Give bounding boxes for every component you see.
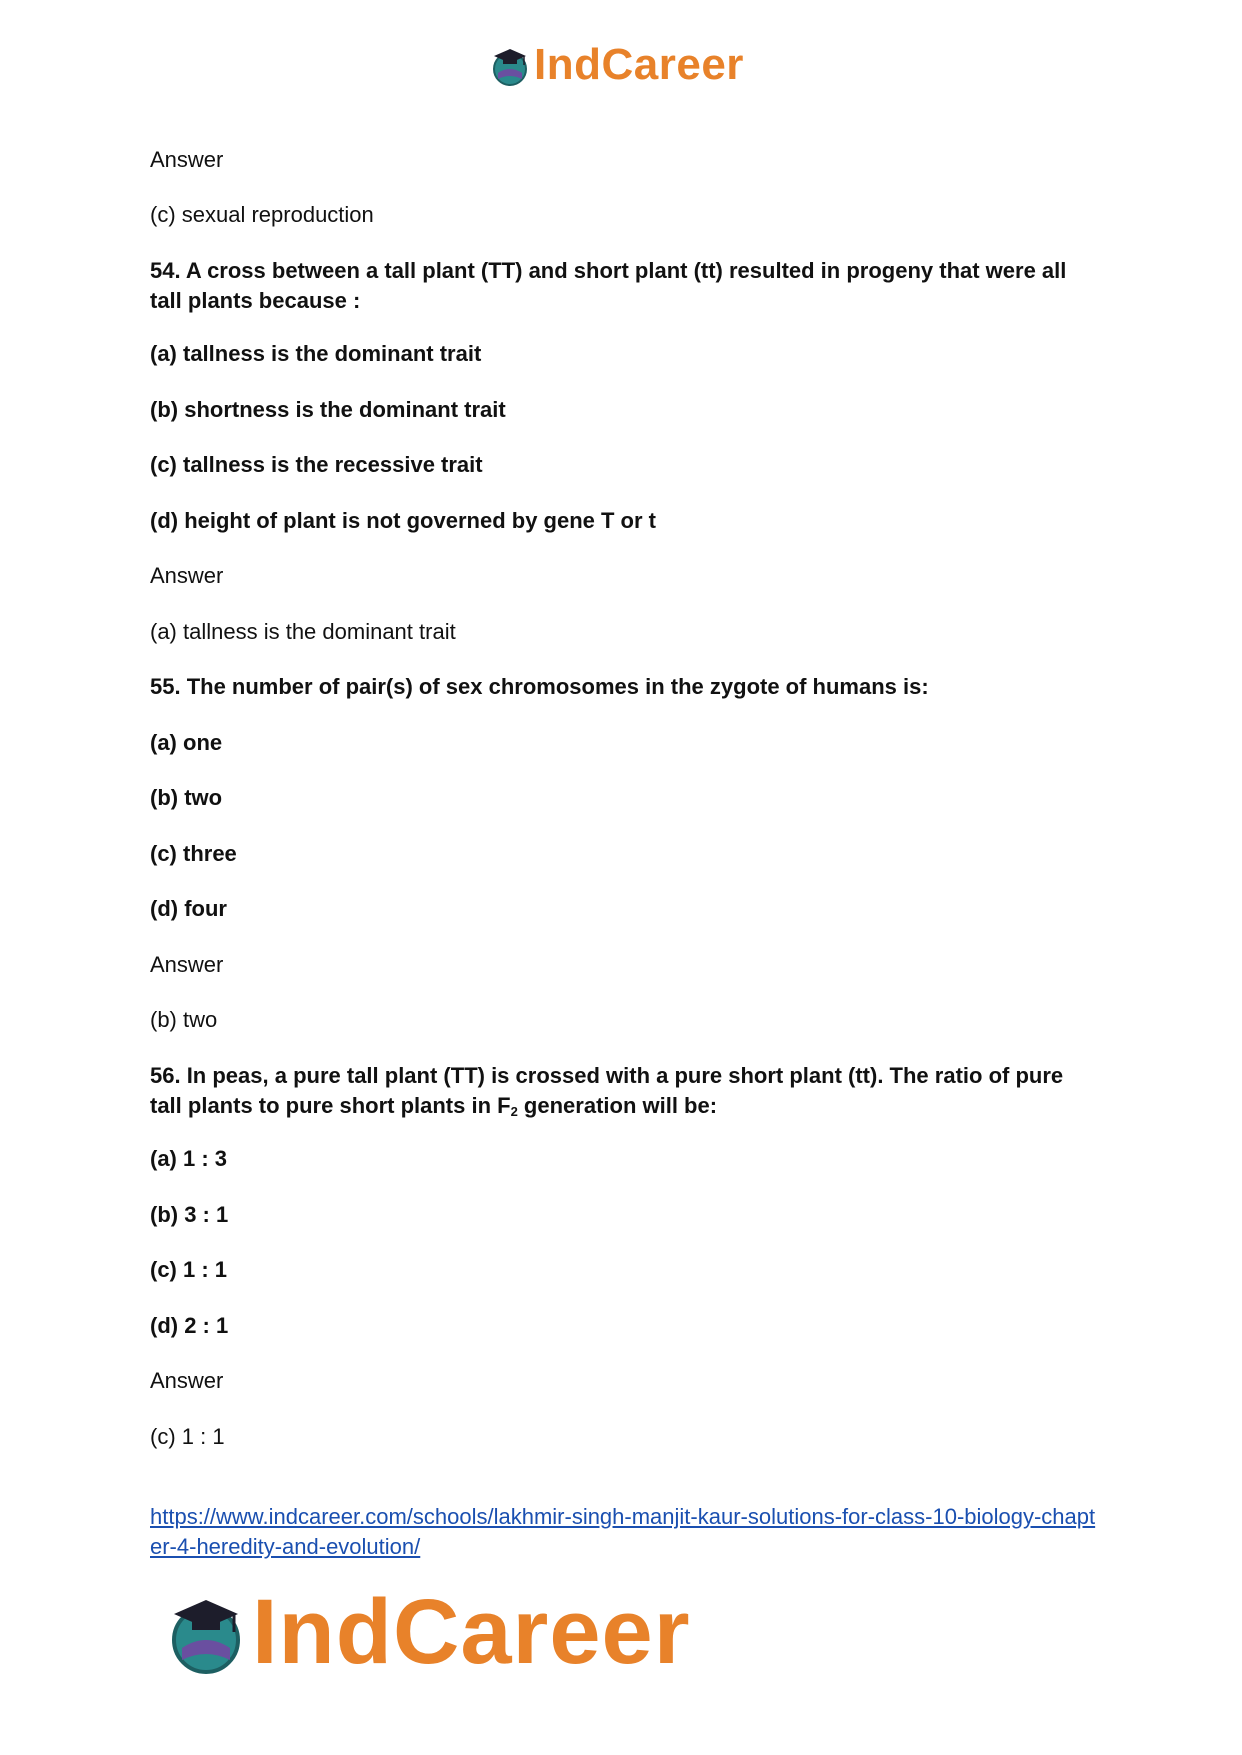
question-54: 54. A cross between a tall plant (TT) and short plant (tt) resulted in progeny that were all tall plants because : — [150, 258, 1067, 313]
q54-option-a: (a) tallness is the dominant trait — [150, 341, 482, 366]
q54-option-d: (d) height of plant is not governed by gene T or t — [150, 508, 656, 533]
answer-label: Answer — [150, 147, 224, 172]
footer-logo — [162, 1582, 691, 1682]
q56-option-d: (d) 2 : 1 — [150, 1313, 229, 1338]
header-logo — [488, 40, 744, 90]
graduation-cap-globe-icon — [162, 1588, 250, 1676]
q56-option-a: (a) 1 : 3 — [150, 1146, 228, 1171]
answer-label: Answer — [150, 563, 224, 588]
answer-label: Answer — [150, 952, 224, 977]
answer-label: Answer — [150, 1368, 224, 1393]
previous-answer: (c) sexual reproduction — [150, 202, 374, 227]
q56-answer: (c) 1 : 1 — [150, 1424, 225, 1449]
source-link-line — [150, 1502, 1100, 1562]
q56-subscript: 2 — [510, 1104, 518, 1119]
q55-option-b: (b) two — [150, 785, 223, 810]
q56-option-c: (c) 1 : 1 — [150, 1257, 228, 1282]
q55-option-d: (d) four — [150, 896, 227, 921]
q56-option-b: (b) 3 : 1 — [150, 1202, 229, 1227]
q56-text-part2: generation will be: — [517, 1093, 718, 1118]
q54-answer: (a) tallness is the dominant trait — [150, 619, 456, 644]
q56-text-part1: 56. In peas, a pure tall plant (TT) is crossed with a pure short plant (tt). The ratio of pure tall plants to pure short plants in F — [150, 1063, 1064, 1118]
q54-option-c: (c) tallness is the recessive trait — [150, 452, 483, 477]
question-56 — [150, 1061, 1100, 1127]
q55-answer: (b) two — [150, 1007, 218, 1032]
q54-option-b: (b) shortness is the dominant trait — [150, 397, 506, 422]
question-55: 55. The number of pair(s) of sex chromosomes in the zygote of humans is: — [150, 674, 929, 699]
q55-option-c: (c) three — [150, 841, 237, 866]
logo-text: IndCareer — [534, 40, 744, 89]
q55-option-a: (a) one — [150, 730, 223, 755]
graduation-cap-globe-icon — [488, 43, 532, 87]
logo-text: IndCareer — [252, 1581, 691, 1683]
source-link[interactable]: https://www.indcareer.com/schools/lakhmir-singh-manjit-kaur-solutions-for-class-10-biology-chapter-4-heredity-and-evolution/ — [150, 1504, 1096, 1559]
